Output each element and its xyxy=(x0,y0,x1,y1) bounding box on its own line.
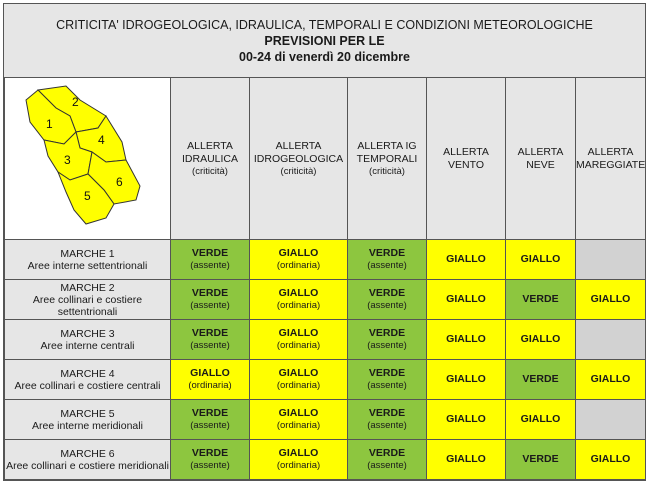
alert-cell xyxy=(171,280,250,320)
alert-cell xyxy=(576,280,646,320)
column-subtitle: (criticità) xyxy=(369,165,405,177)
alert-cell xyxy=(171,240,250,280)
alert-level: GIALLO xyxy=(278,287,319,299)
table-row xyxy=(5,240,646,280)
column-title: ALLERTA VENTO xyxy=(443,145,489,171)
alert-criticality: (ordinaria) xyxy=(276,460,321,471)
zone-description: Aree interne meridionali xyxy=(32,419,143,432)
zone-description: Aree interne centrali xyxy=(40,339,135,352)
alert-level: GIALLO xyxy=(520,413,561,425)
map-label-3: 3 xyxy=(63,153,71,167)
column-title: ALLERTA IDROGEOLOGICA xyxy=(253,139,344,165)
zone-name: MARCHE 6 xyxy=(60,447,115,460)
title-line-2: PREVISIONI PER LE xyxy=(264,34,385,48)
alert-cell xyxy=(576,400,646,440)
column-header-idrogeologica xyxy=(250,78,348,240)
alert-cell xyxy=(427,240,506,280)
alert-level: GIALLO xyxy=(446,373,486,385)
zone-label-cell xyxy=(5,320,171,360)
title-line-1: CRITICITA' IDROGEOLOGICA, IDRAULICA, TEMPORALI E CONDIZIONI METEOROLOGICHE xyxy=(56,18,593,32)
zone-label-cell xyxy=(5,440,171,480)
alert-cell xyxy=(250,360,348,400)
table-row xyxy=(5,360,646,400)
alert-cell xyxy=(427,400,506,440)
column-subtitle: (criticità) xyxy=(280,165,317,177)
alert-level: GIALLO xyxy=(190,367,230,379)
alert-cell xyxy=(506,280,576,320)
alert-cell xyxy=(576,440,646,480)
alert-cell xyxy=(348,240,427,280)
alert-level: VERDE xyxy=(368,367,406,379)
alert-cell xyxy=(250,320,348,360)
zone-label-cell xyxy=(5,280,171,320)
alert-level: GIALLO xyxy=(446,453,486,465)
alert-cell xyxy=(427,360,506,400)
zone-map-cell xyxy=(5,78,171,240)
alert-level: VERDE xyxy=(191,407,229,419)
column-title: ALLERTA MAREGGIATE xyxy=(576,145,646,171)
alert-cell xyxy=(506,400,576,440)
zone-name: MARCHE 4 xyxy=(60,367,115,380)
alert-criticality: (ordinaria) xyxy=(276,300,321,311)
alert-cell xyxy=(171,320,250,360)
alert-criticality: (assente) xyxy=(367,300,407,311)
alert-criticality: (assente) xyxy=(190,300,230,311)
alert-level: VERDE xyxy=(368,247,406,259)
alert-cell xyxy=(427,440,506,480)
zone-name: MARCHE 2 xyxy=(60,281,115,294)
alert-level: GIALLO xyxy=(446,413,486,425)
alert-cell xyxy=(171,440,250,480)
alert-level: VERDE xyxy=(368,287,406,299)
alert-criticality: (assente) xyxy=(190,260,230,271)
column-header-idraulica xyxy=(171,78,250,240)
alert-criticality: (assente) xyxy=(190,420,230,431)
column-title: ALLERTA IDRAULICA xyxy=(181,139,238,165)
alert-criticality: (assente) xyxy=(367,420,407,431)
alert-cell xyxy=(348,320,427,360)
alert-criticality: (assente) xyxy=(367,340,407,351)
alert-criticality: (assente) xyxy=(367,460,407,471)
alert-level: VERDE xyxy=(191,247,229,259)
column-header-vento xyxy=(427,78,506,240)
alert-level: GIALLO xyxy=(590,293,631,305)
alert-level: GIALLO xyxy=(278,247,319,259)
alert-level: GIALLO xyxy=(520,333,561,345)
alert-level: GIALLO xyxy=(278,327,319,339)
table-row xyxy=(5,400,646,440)
map-label-5: 5 xyxy=(83,189,91,203)
column-title: ALLERTA IG TEMPORALI xyxy=(356,139,418,165)
zone-name: MARCHE 3 xyxy=(60,327,115,340)
alert-criticality: (ordinaria) xyxy=(188,380,232,391)
alert-criticality: (ordinaria) xyxy=(276,420,321,431)
alert-level: GIALLO xyxy=(590,453,631,465)
alert-cell xyxy=(348,400,427,440)
column-header-temporali xyxy=(348,78,427,240)
alert-criticality: (assente) xyxy=(367,260,407,271)
alert-level: GIALLO xyxy=(446,333,486,345)
alert-level: GIALLO xyxy=(446,253,486,265)
alert-criticality: (ordinaria) xyxy=(276,340,321,351)
alert-cell xyxy=(250,240,348,280)
alert-criticality: (assente) xyxy=(190,460,230,471)
column-title: ALLERTA NEVE xyxy=(517,145,564,171)
alert-cell xyxy=(250,280,348,320)
alert-criticality: (assente) xyxy=(367,380,407,391)
table-row xyxy=(5,280,646,320)
alert-cell xyxy=(171,360,250,400)
map-label-4: 4 xyxy=(97,133,105,147)
alert-cell xyxy=(576,360,646,400)
alert-cell xyxy=(576,240,646,280)
zone-description: Aree collinari e costiere settentrionali xyxy=(32,293,143,318)
alert-level: VERDE xyxy=(191,447,229,459)
alert-level: GIALLO xyxy=(590,373,631,385)
alert-cell xyxy=(506,440,576,480)
zone-name: MARCHE 1 xyxy=(60,247,115,260)
alert-cell xyxy=(506,240,576,280)
alert-level: VERDE xyxy=(522,373,559,385)
alert-criticality: (assente) xyxy=(190,340,230,351)
alert-cell xyxy=(348,280,427,320)
alert-level: VERDE xyxy=(368,327,406,339)
zone-description: Aree collinari e costiere centrali xyxy=(14,379,161,392)
alert-level: VERDE xyxy=(191,327,229,339)
alert-cell xyxy=(250,400,348,440)
alert-level: VERDE xyxy=(368,447,406,459)
alert-cell xyxy=(506,360,576,400)
alert-criticality: (ordinaria) xyxy=(276,380,321,391)
map-label-2: 2 xyxy=(71,95,79,109)
alert-level: VERDE xyxy=(522,293,559,305)
title-line-3: 00-24 di venerdì 20 dicembre xyxy=(239,50,410,64)
alert-level: GIALLO xyxy=(446,293,486,305)
alert-cell xyxy=(506,320,576,360)
alert-cell xyxy=(427,280,506,320)
bulletin-title xyxy=(4,4,645,78)
alert-cell xyxy=(427,320,506,360)
zone-label-cell xyxy=(5,400,171,440)
alert-bulletin xyxy=(3,3,646,481)
map-label-6: 6 xyxy=(115,175,123,189)
alert-cell xyxy=(250,440,348,480)
alert-cell xyxy=(576,320,646,360)
map-label-1: 1 xyxy=(45,117,53,131)
zone-description: Aree interne settentrionali xyxy=(27,259,148,272)
alert-level: GIALLO xyxy=(520,253,561,265)
table-row xyxy=(5,320,646,360)
table-row xyxy=(5,440,646,480)
header-row xyxy=(5,78,646,240)
alert-level: GIALLO xyxy=(278,367,319,379)
alert-table xyxy=(4,77,646,480)
column-header-mareggiate xyxy=(576,78,646,240)
alert-level: VERDE xyxy=(191,287,229,299)
alert-level: GIALLO xyxy=(278,447,319,459)
alert-cell xyxy=(348,360,427,400)
zone-label-cell xyxy=(5,360,171,400)
column-subtitle: (criticità) xyxy=(192,165,228,177)
zone-description: Aree collinari e costiere meridionali xyxy=(6,459,169,472)
marche-zone-map xyxy=(18,82,158,232)
zone-label-cell xyxy=(5,240,171,280)
alert-level: VERDE xyxy=(368,407,406,419)
alert-level: GIALLO xyxy=(278,407,319,419)
alert-criticality: (ordinaria) xyxy=(276,260,321,271)
alert-level: VERDE xyxy=(522,453,559,465)
column-header-neve xyxy=(506,78,576,240)
alert-cell xyxy=(348,440,427,480)
alert-cell xyxy=(171,400,250,440)
zone-name: MARCHE 5 xyxy=(60,407,115,420)
